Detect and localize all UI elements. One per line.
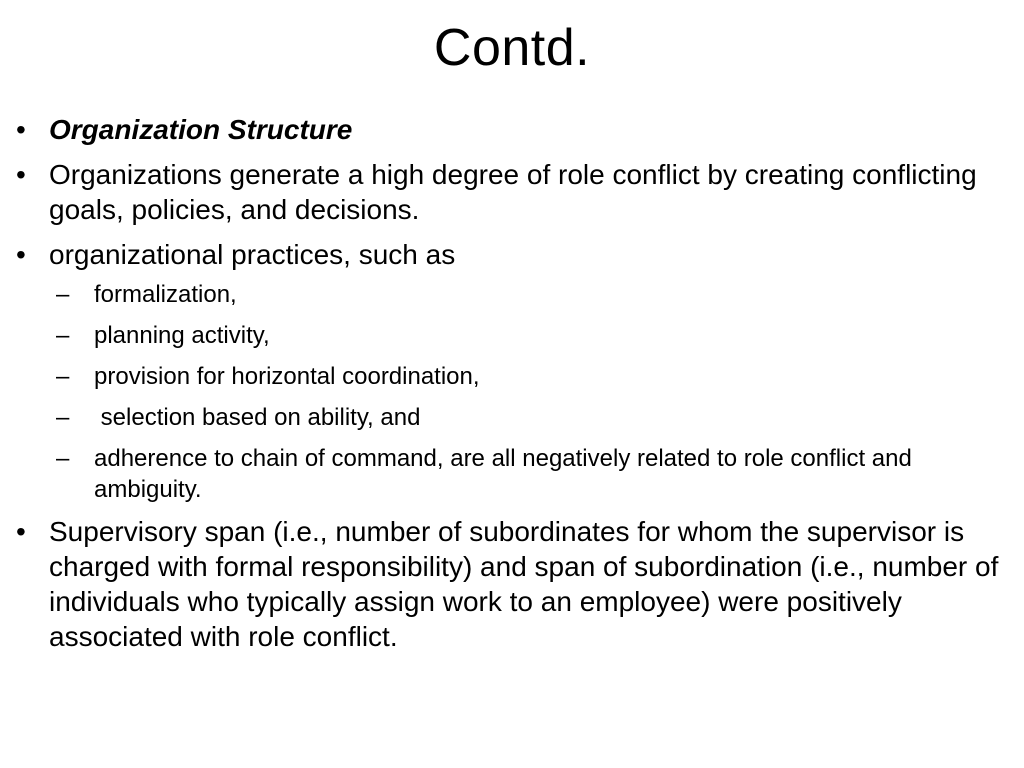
bullet-organizational-practices: [16, 237, 1016, 272]
bullet-text: Organization Structure: [49, 114, 353, 145]
sub-bullet-chain-of-command: [16, 443, 1016, 505]
bullet-marker: •: [16, 516, 26, 547]
sub-bullet-formalization: [16, 279, 1016, 311]
sub-bullet-marker: –: [56, 322, 70, 349]
sub-bullet-text: adherence to chain of command, are all negatively related to role conflict and ambiguity.: [94, 445, 912, 503]
bullet-text: organizational practices, such as: [49, 239, 456, 270]
sub-bullet-marker: –: [56, 281, 70, 308]
bullet-marker: •: [16, 239, 26, 270]
sub-bullet-text: provision for horizontal coordination,: [94, 363, 480, 390]
bullet-marker: •: [16, 114, 26, 145]
sub-bullet-planning-activity: [16, 320, 1016, 352]
sub-bullet-selection-ability: [16, 402, 1016, 434]
bullet-organization-structure: [16, 112, 1016, 147]
bullet-marker: •: [16, 159, 26, 190]
sub-bullet-horizontal-coordination: [16, 361, 1016, 393]
sub-bullet-list: [16, 279, 1016, 505]
sub-bullet-text: planning activity,: [94, 322, 270, 349]
bullet-supervisory-span: [16, 514, 1016, 654]
sub-bullet-marker: –: [56, 445, 70, 472]
sub-bullet-marker: –: [56, 404, 70, 431]
bullet-text: Organizations generate a high degree of role conflict by creating conflicting goals, policies, and decisions.: [49, 159, 977, 225]
sub-bullet-marker: –: [56, 363, 70, 390]
slide-content: [16, 112, 1016, 664]
slide-title: Contd.: [433, 19, 591, 77]
bullet-text: Supervisory span (i.e., number of subordinates for whom the supervisor is charged with formal responsibility) and span of subordination (i.e., number of individuals who typically assign work to an employee) were positively associated with role conflict.: [49, 516, 999, 652]
bullet-role-conflict: [16, 157, 1016, 227]
sub-bullet-text: selection based on ability, and: [94, 404, 421, 431]
sub-bullet-text: formalization,: [94, 281, 237, 308]
